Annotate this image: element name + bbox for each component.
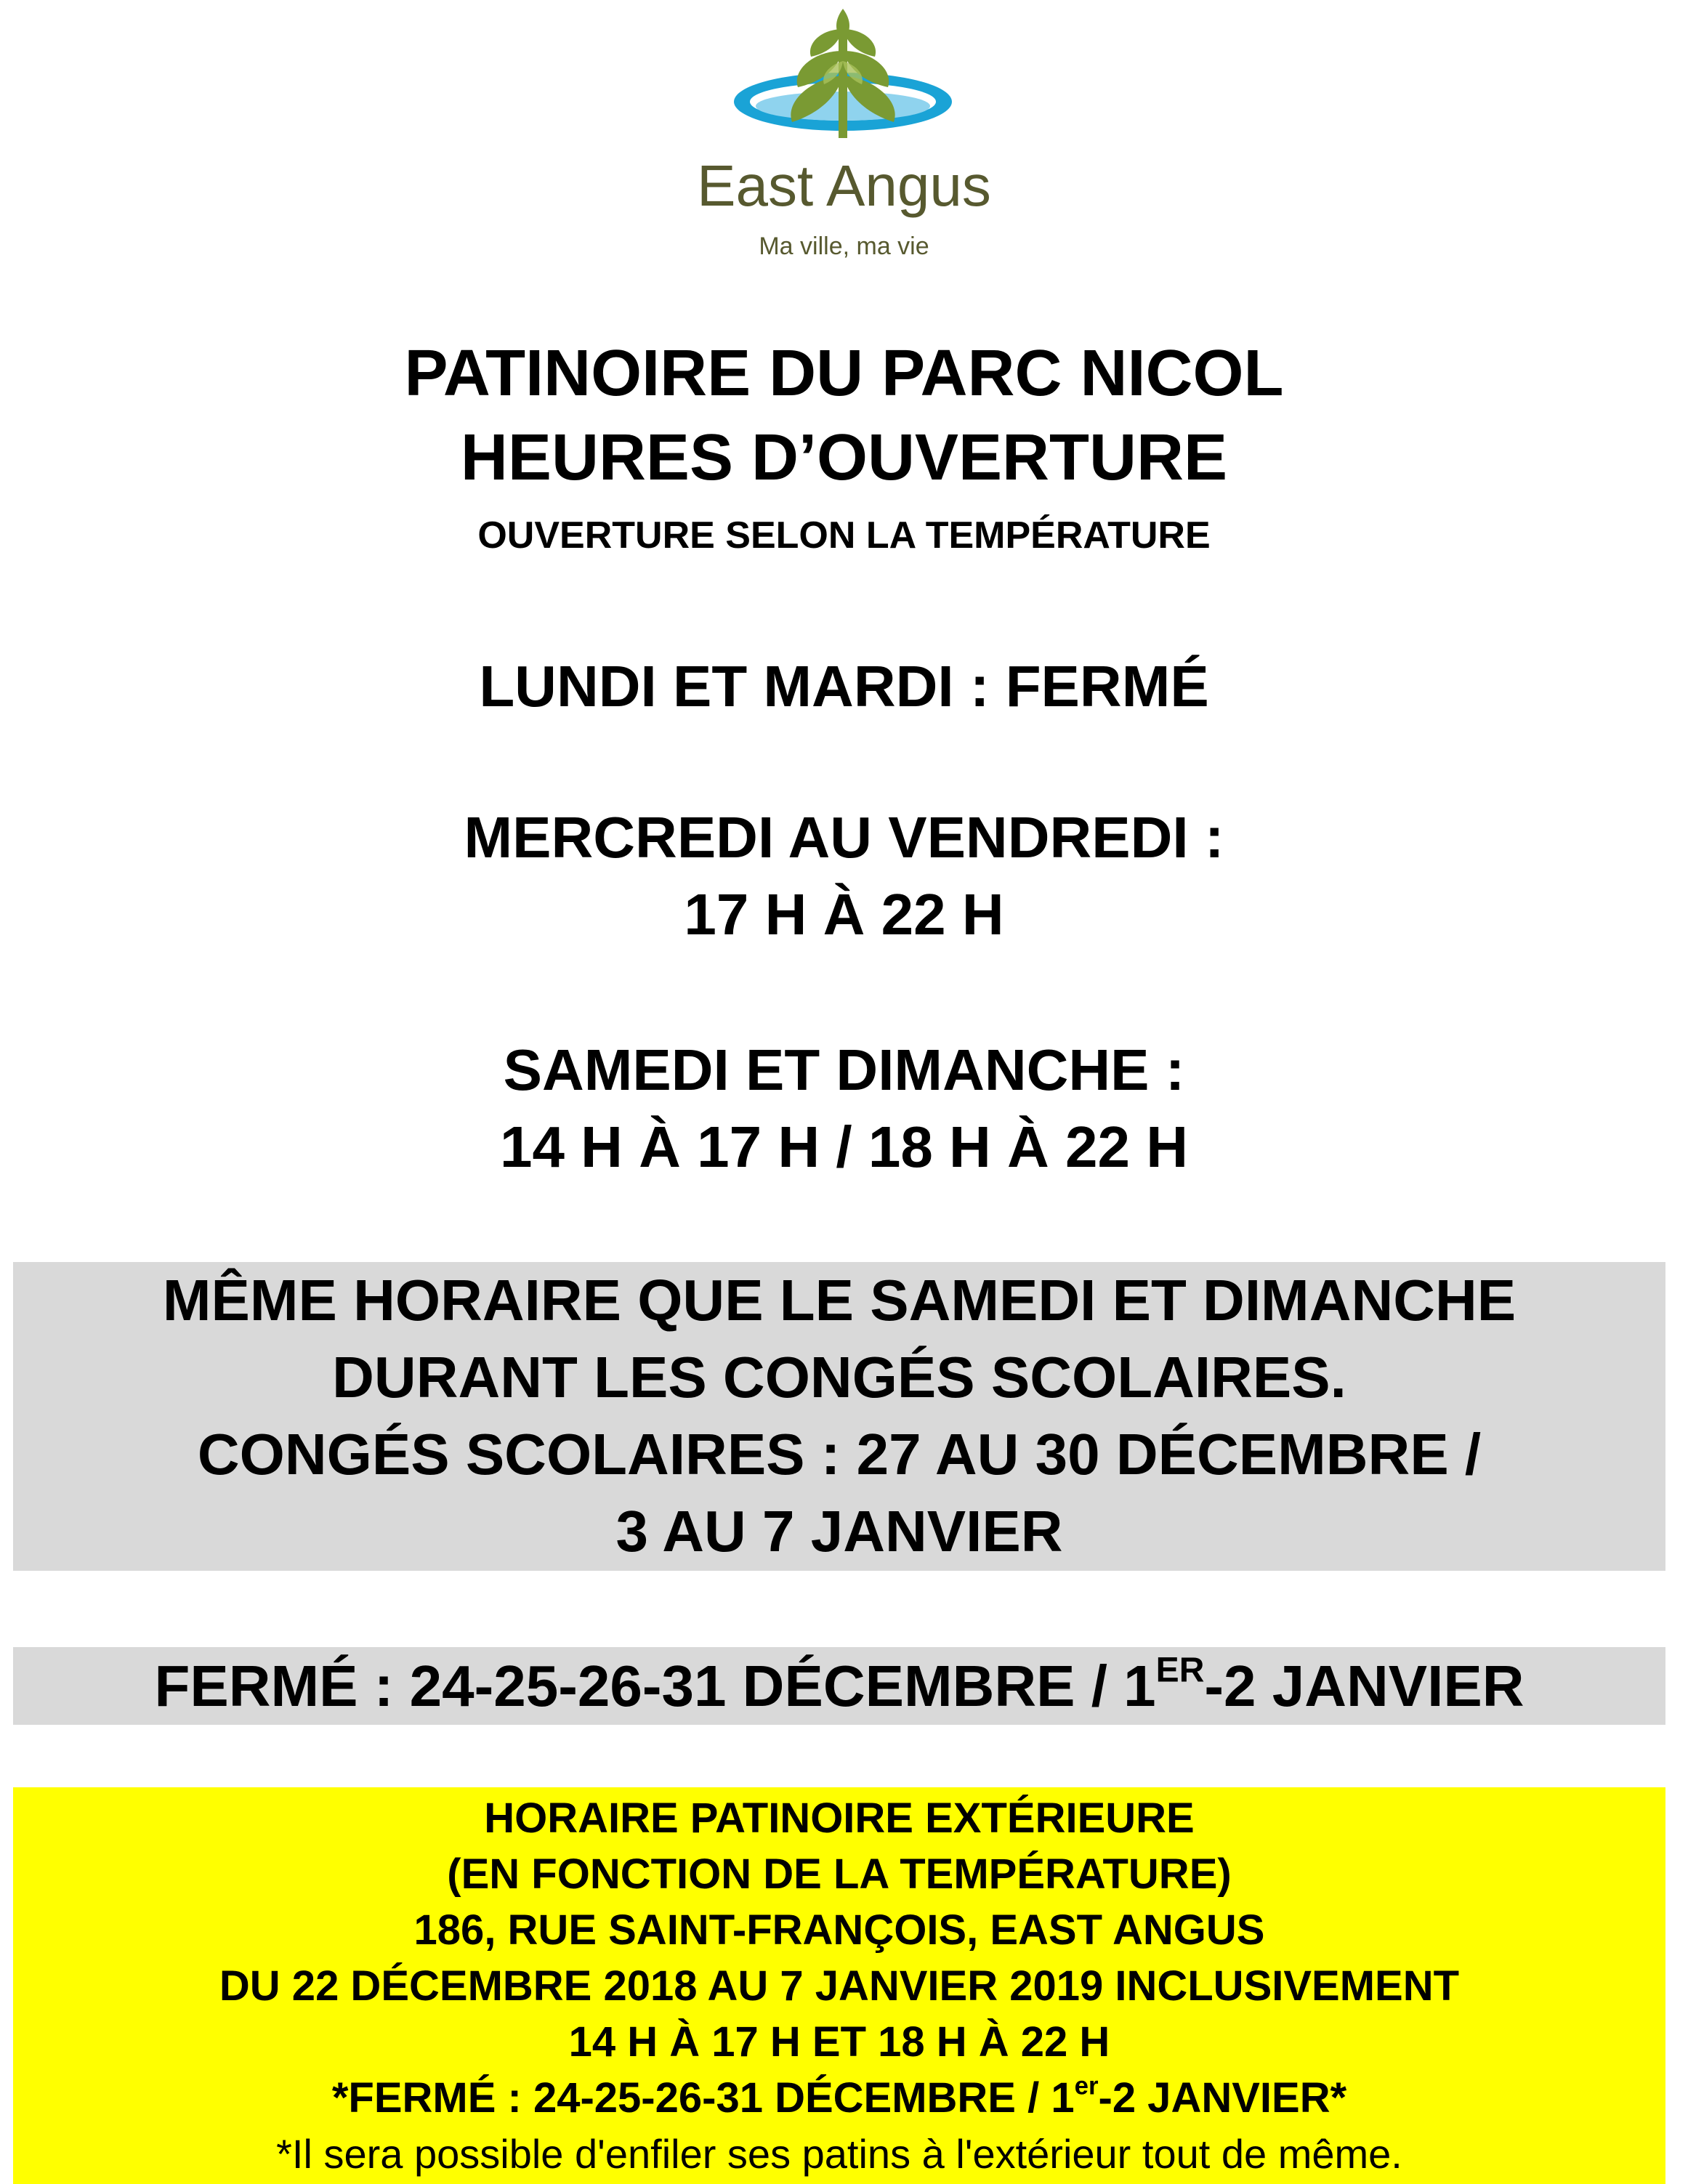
page-title: PATINOIRE DU PARC NICOL bbox=[404, 337, 1284, 410]
outdoor-hours: 14 H À 17 H ET 18 H À 22 H bbox=[568, 2018, 1110, 2066]
outdoor-closed bbox=[13, 2070, 1665, 2126]
outdoor-address: 186, RUE SAINT-FRANÇOIS, EAST ANGUS bbox=[413, 1906, 1265, 1954]
schedule-weekend-label: SAMEDI ET DIMANCHE : bbox=[503, 1038, 1185, 1102]
outdoor-dates: DU 22 DÉCEMBRE 2018 AU 7 JANVIER 2019 INCLUSIVEMENT bbox=[219, 1962, 1460, 2010]
closed-days-sup: ER bbox=[1155, 1651, 1205, 1690]
outdoor-closed-sup: er bbox=[1074, 2071, 1099, 2100]
outdoor-closed-prefix: *FERMÉ : 24-25-26-31 DÉCEMBRE / 1 bbox=[331, 2074, 1075, 2122]
closed-days-suffix: -2 JANVIER bbox=[1204, 1654, 1525, 1718]
logo-name: East Angus bbox=[697, 153, 991, 218]
closed-days-box bbox=[13, 1647, 1665, 1725]
schedule-wed-fri-label: MERCREDI AU VENDREDI : bbox=[464, 805, 1224, 870]
holiday-line-4: 3 AU 7 JANVIER bbox=[615, 1499, 1063, 1564]
outdoor-rink-box bbox=[13, 1787, 1665, 2184]
outdoor-note: *Il sera possible d'enfiler ses patins à l'extérieur tout de même. bbox=[276, 2131, 1402, 2177]
holiday-schedule-box bbox=[13, 1262, 1665, 1571]
holiday-line-1: MÊME HORAIRE QUE LE SAMEDI ET DIMANCHE bbox=[162, 1268, 1517, 1332]
outdoor-line-2: (EN FONCTION DE LA TEMPÉRATURE) bbox=[447, 1851, 1232, 1898]
page-subtitle: OUVERTURE SELON LA TEMPÉRATURE bbox=[477, 514, 1211, 557]
outdoor-line-1: HORAIRE PATINOIRE EXTÉRIEURE bbox=[484, 1795, 1195, 1842]
page-heading: HEURES D’OUVERTURE bbox=[460, 421, 1228, 494]
closed-days-prefix: FERMÉ : 24-25-26-31 DÉCEMBRE / 1 bbox=[154, 1654, 1156, 1718]
outdoor-closed-suffix: -2 JANVIER* bbox=[1098, 2074, 1347, 2122]
holiday-line-2: DURANT LES CONGÉS SCOLAIRES. bbox=[332, 1345, 1346, 1410]
logo-tagline: Ma ville, ma vie bbox=[759, 232, 929, 260]
schedule-wed-fri-hours: 17 H À 22 H bbox=[684, 882, 1004, 947]
schedule-mon-tue: LUNDI ET MARDI : FERMÉ bbox=[479, 654, 1209, 719]
schedule-weekend-hours: 14 H À 17 H / 18 H À 22 H bbox=[499, 1115, 1189, 1179]
holiday-line-3: CONGÉS SCOLAIRES : 27 AU 30 DÉCEMBRE / bbox=[197, 1422, 1482, 1487]
closed-days-text bbox=[13, 1647, 1665, 1725]
